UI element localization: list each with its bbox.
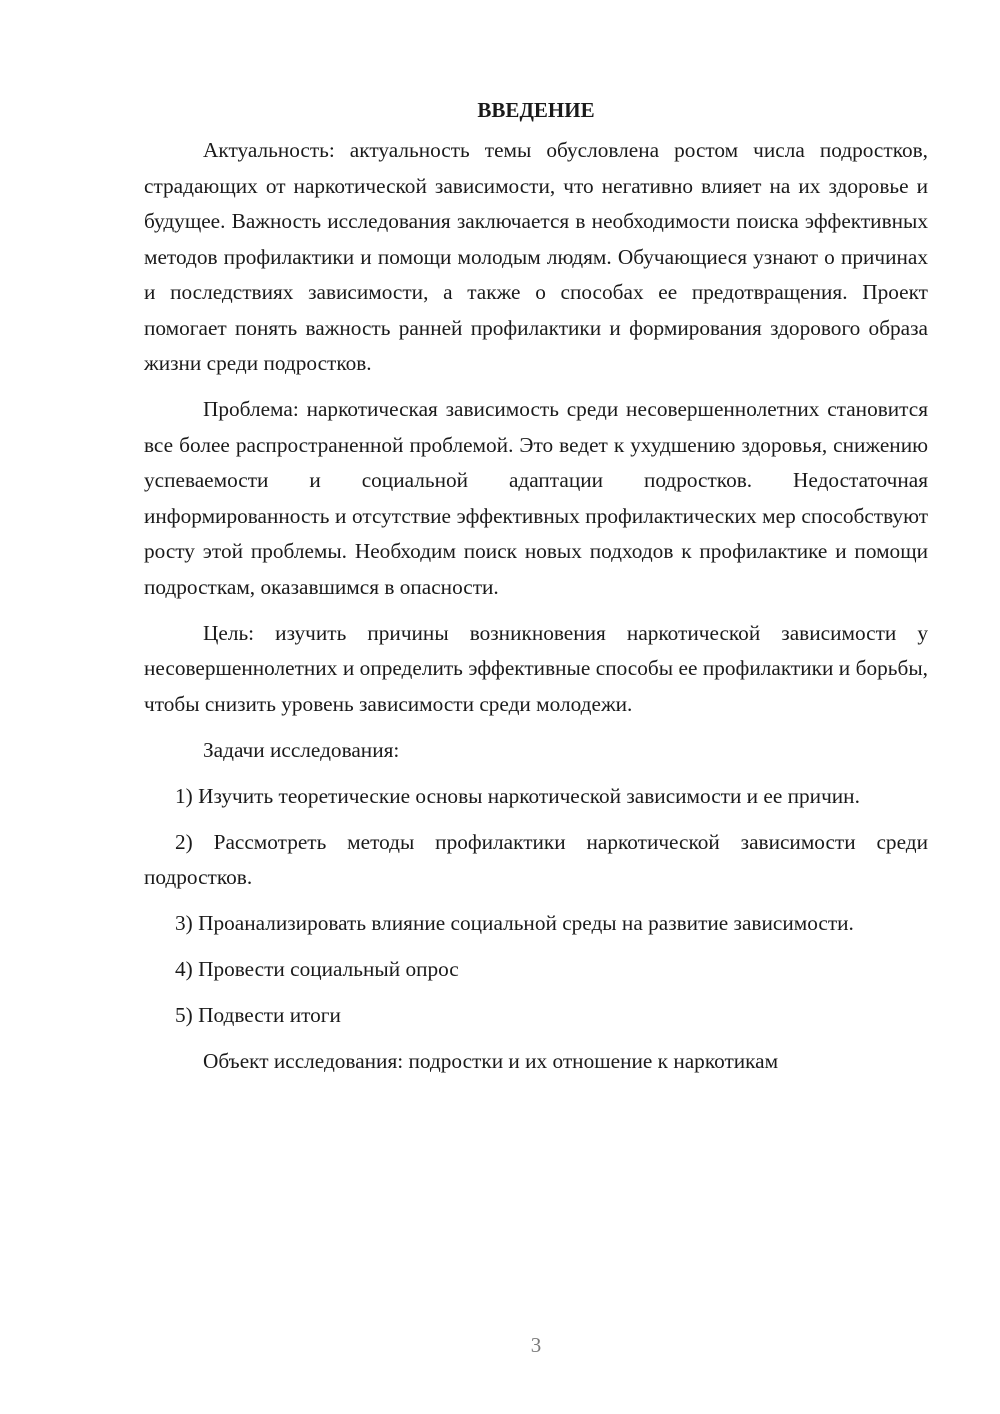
goal-paragraph: Цель: изучить причины возникновения наркотической зависимости у несовершеннолетних и определить эффективные способы ее профилактики и борьбы, чтобы снизить уровень зависимости среди молодежи. (144, 620, 928, 716)
task-item: 2) Рассмотреть методы профилактики наркотической зависимости среди подростков. (144, 829, 928, 889)
relevance-paragraph: Актуальность: актуальность темы обусловлена ростом числа подростков, страдающих от наркотической зависимости, что негативно влияет на их здоровье и будущее. Важность исследования заключается в необходимости поиска эффективных методов профилактики и помощи молодым людям. Обучающиеся узнают о причинах и последствиях зависимости, а также о способах ее предотвращения. Проект помогает понять важность ранней профилактики и формирования здорового образа жизни среди подростков. (144, 138, 928, 375)
problem-paragraph: Проблема: наркотическая зависимость среди несовершеннолетних становится все более распространенной проблемой. Это ведет к ухудшению здоровья, снижению успеваемости и социальной адаптации подростков. Недостаточная информированность и отсутствие эффективных профилактических мер способствуют росту этой проблемы. Необходим поиск новых подходов к профилактике и помощи подросткам, оказавшимся в опасности. (144, 397, 928, 599)
section-heading: ВВЕДЕНИЕ (477, 98, 595, 122)
task-item: 4) Провести социальный опрос (175, 957, 459, 981)
tasks-heading: Задачи исследования: (203, 737, 400, 762)
object-paragraph: Объект исследования: подростки и их отношение к наркотикам (203, 1049, 779, 1073)
page-content (144, 95, 928, 1090)
task-item: 1) Изучить теоретические основы наркотической зависимости и ее причин. (175, 783, 860, 808)
task-item: 5) Подвести итоги (175, 1003, 341, 1027)
task-item: 3) Проанализировать влияние социальной среды на развитие зависимости. (175, 911, 854, 935)
page-number: 3 (530, 1333, 542, 1357)
